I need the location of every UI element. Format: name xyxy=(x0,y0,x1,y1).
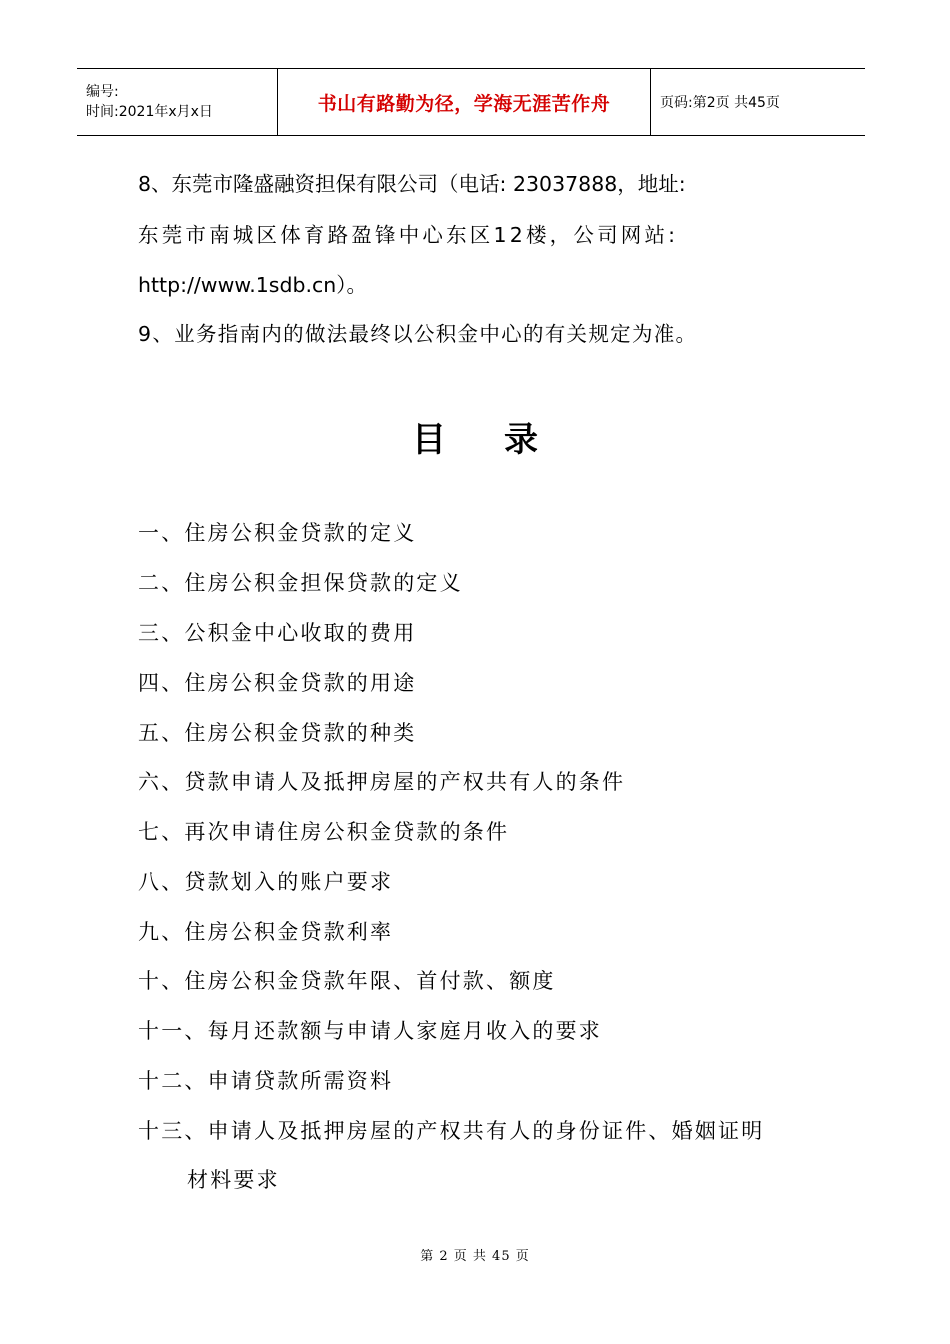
page-footer: 第 2 页 共 45 页 xyxy=(420,1249,530,1264)
toc-title: 目录 xyxy=(412,420,596,460)
toc-item-3: 三、公积金中心收取的费用 xyxy=(138,621,417,645)
header-page-label: 页码:第2页 共45页 xyxy=(660,95,780,111)
header-motto-text: 书山有路勤为径，学海无涯苦作舟 xyxy=(317,92,611,115)
toc-item-8: 八、贷款划入的账户要求 xyxy=(138,870,394,894)
toc-item-1: 一、住房公积金贷款的定义 xyxy=(138,521,417,545)
toc-item-13: 十三、申请人及抵押房屋的产权共有人的身份证件、婚姻证明 xyxy=(138,1119,765,1143)
header-page xyxy=(651,69,865,135)
toc-item-7: 七、再次申请住房公积金贷款的条件 xyxy=(138,820,510,844)
header-meta xyxy=(77,69,278,135)
header-motto xyxy=(278,69,651,135)
toc-item-13-continuation: 材料要求 xyxy=(187,1168,280,1192)
toc-item-4: 四、住房公积金贷款的用途 xyxy=(138,671,417,695)
page-header xyxy=(77,68,865,136)
toc-item-9: 九、住房公积金贷款利率 xyxy=(138,920,394,944)
item9-text: 9、业务指南内的做法最终以公积金中心的有关规定为准。 xyxy=(138,322,698,346)
item8-line1: 8、东莞市隆盛融资担保有限公司（电话: 23037888，地址: xyxy=(138,172,686,196)
item8-line3: http://www.1sdb.cn）。 xyxy=(138,273,368,297)
item8-line2: 东莞市南城区体育路盈锋中心东区12楼，公司网站: xyxy=(138,223,679,247)
toc-item-2: 二、住房公积金担保贷款的定义 xyxy=(138,571,463,595)
toc-item-5: 五、住房公积金贷款的种类 xyxy=(138,721,417,745)
toc-item-10: 十、住房公积金贷款年限、首付款、额度 xyxy=(138,969,556,993)
header-time-label: 时间:2021年x月x日 xyxy=(86,104,213,120)
toc-item-12: 十二、申请贷款所需资料 xyxy=(138,1069,394,1093)
header-number-label: 编号: xyxy=(86,84,119,100)
toc-item-6: 六、贷款申请人及抵押房屋的产权共有人的条件 xyxy=(138,770,626,794)
toc-item-11: 十一、每月还款额与申请人家庭月收入的要求 xyxy=(138,1019,602,1043)
